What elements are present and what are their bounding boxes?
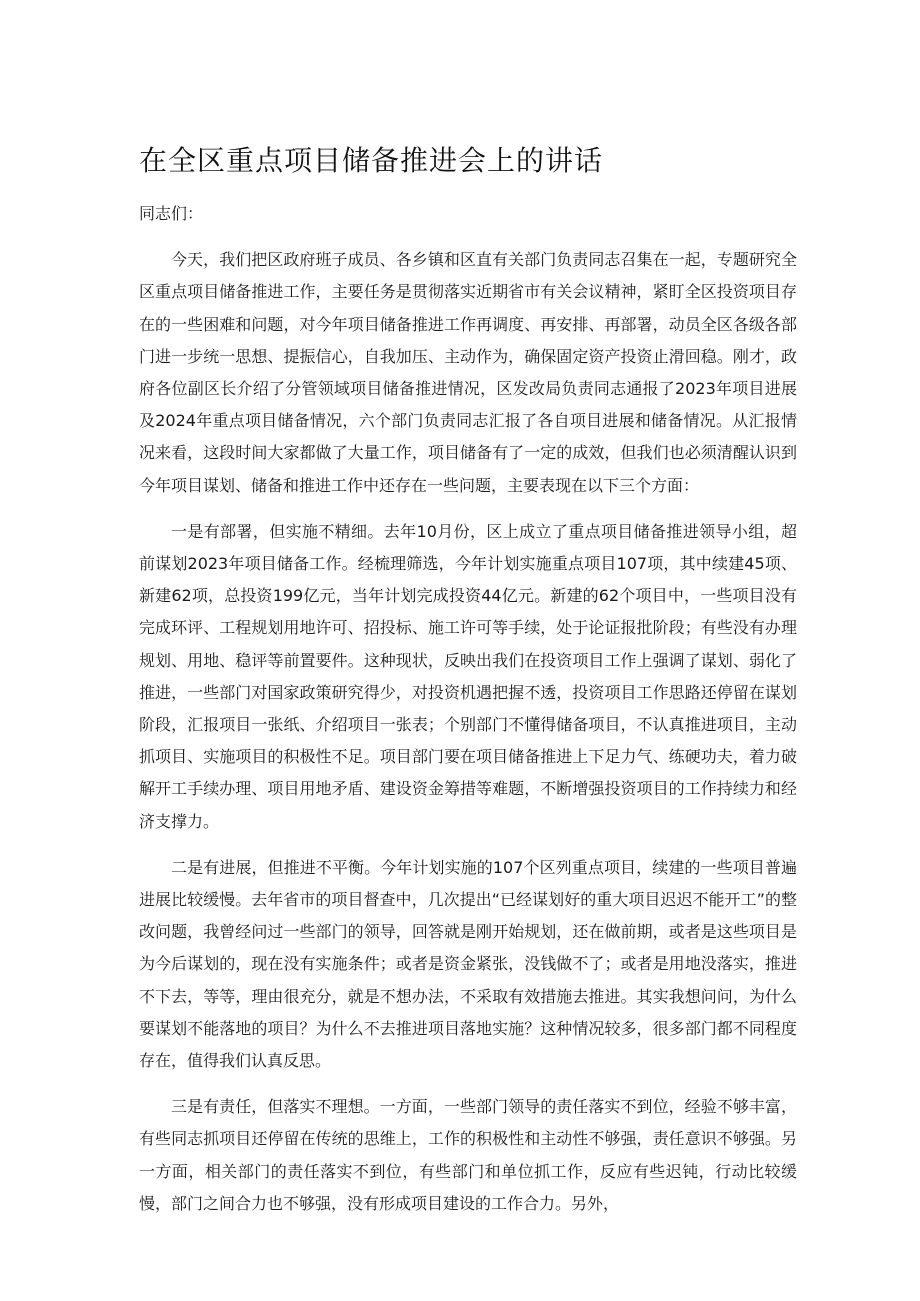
paragraph-intro: 今天，我们把区政府班子成员、各乡镇和区直有关部门负责同志召集在一起，专题研究全区重点项目储备推进工作，主要任务是贯彻落实近期省市有关会议精神，紧盯全区投资项目存在的一些困难和问题，对今年项目储备推进工作再调度、再安排、再部署，动员全区各级各部门进一步统一思想、提振信心，自我加压、主动作为，确保固定资产投资止滑回稳。刚才，政府各位副区长介绍了分管领域项目储备推进情况，区发改局负责同志通报了2023年项目进展及2024年重点项目储备情况，六个部门负责同志汇报了各自项目进展和储备情况。从汇报情况来看，这段时间大家都做了大量工作，项目储备有了一定的成效，但我们也必须清醒认识到今年项目谋划、储备和推进工作中还存在一些问题，主要表现在以下三个方面： xyxy=(139,250,797,495)
paragraph-point-three: 三是有责任，但落实不理想。一方面，一些部门领导的责任落实不到位，经验不够丰富，有些同志抓项目还停留在传统的思维上，工作的积极性和主动性不够强，责任意识不够强。另一方面，相关部门的责任落实不到位，有些部门和单位抓工作，反应有些迟钝，行动比较缓慢，部门之间合力也不够强，没有形成项目建设的工作合力。另外， xyxy=(139,1097,797,1213)
paragraph-point-one: 一是有部署，但实施不精细。去年10月份，区上成立了重点项目储备推进领导小组，超前谋划2023年项目储备工作。经梳理筛选，今年计划实施重点项目107项，其中续建45项、新建62项，总投资199亿元，当年计划完成投资44亿元。新建的62个项目中，一些项目没有完成环评、工程规划用地许可、招投标、施工许可等手续，处于论证报批阶段；有些没有办理规划、用地、稳评等前置要件。这种现状，反映出我们在投资项目工作上强调了谋划、弱化了推进，一些部门对国家政策研究得少，对投资机遇把握不透，投资项目工作思路还停留在谋划阶段，汇报项目一张纸、介绍项目一张表；个别部门不懂得储备项目，不认真推进项目，主动抓项目、实施项目的积极性不足。项目部门要在项目储备推进上下足力气、练硬功夫，着力破解开工手续办理、项目用地矛盾、建设资金筹措等难题，不断增强投资项目的工作持续力和经济支撑力。 xyxy=(139,521,797,831)
paragraph-point-two: 二是有进展，但推进不平衡。今年计划实施的107个区列重点项目，续建的一些项目普遍进展比较缓慢。去年省市的项目督查中，几次提出“已经谋划好的重大项目迟迟不能开工”的整改问题，我曾经问过一些部门的领导，回答就是刚开始规划，还在做前期，或者是这些项目是为今后谋划的，现在没有实施条件；或者是资金紧张，没钱做不了；或者是用地没落实，推进不下去，等等，理由很充分，就是不想办法，不采取有效措施去推进。其实我想问问，为什么要谋划不能落地的项目？为什么不去推进项目落地实施？这种情况较多，很多部门都不同程度存在，值得我们认真反思。 xyxy=(139,857,797,1071)
document-title: 在全区重点项目储备推进会上的讲话 xyxy=(139,144,604,177)
document-body xyxy=(139,198,797,1234)
salutation: 同志们： xyxy=(139,204,204,223)
